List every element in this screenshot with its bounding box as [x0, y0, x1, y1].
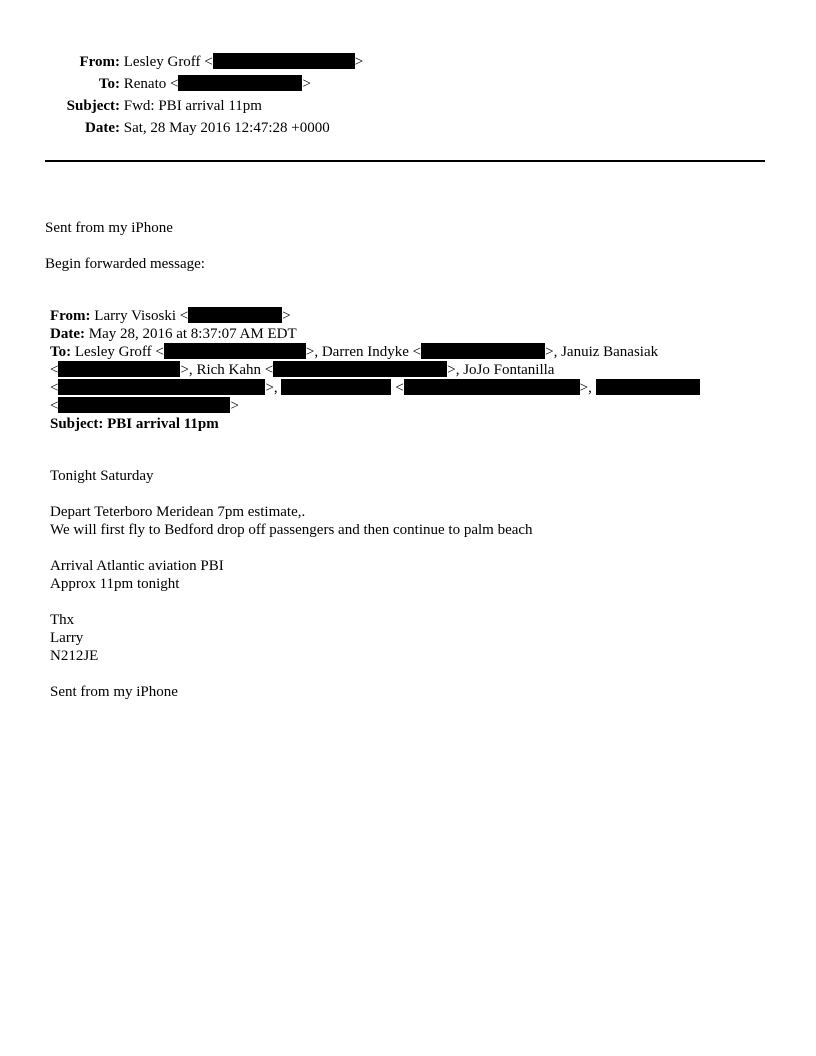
redacted-email	[421, 343, 545, 359]
fwd-subject-label: Subject:	[50, 416, 104, 432]
redacted-email	[164, 343, 306, 359]
outer-date-value: Sat, 28 May 2016 12:47:28 +0000	[123, 120, 330, 136]
redacted-email	[188, 307, 282, 323]
fwd-date-value: May 28, 2016 at 8:37:07 AM EDT	[88, 326, 297, 342]
fwd-to-name: Januiz Banasiak	[561, 344, 659, 360]
fwd-body-line: Thx	[50, 612, 75, 628]
fwd-to-row-3: < >, < >,	[50, 379, 750, 397]
redacted-email	[404, 379, 580, 395]
outer-subject-label: Subject:	[66, 98, 120, 114]
outer-from-value: Lesley Groff	[123, 54, 201, 70]
fwd-from-label: From:	[50, 308, 91, 324]
fwd-body-line: Approx 11pm tonight	[50, 576, 180, 592]
begin-forwarded-label: Begin forwarded message:	[45, 256, 205, 272]
fwd-body-line: Larry	[50, 630, 84, 646]
redacted-email	[58, 361, 180, 377]
fwd-from-row: From: Larry Visoski < >	[50, 308, 291, 324]
fwd-to-name: Rich Kahn	[196, 362, 262, 378]
fwd-date-label: Date:	[50, 326, 85, 342]
fwd-to-name: Darren Indyke	[321, 344, 409, 360]
fwd-body-line: Depart Teterboro Meridean 7pm estimate,.	[50, 504, 306, 520]
fwd-sent-from: Sent from my iPhone	[50, 684, 178, 700]
fwd-subject-value: PBI arrival 11pm	[107, 416, 219, 432]
redacted-name	[281, 379, 391, 395]
fwd-to-label: To:	[50, 344, 72, 360]
outer-subject-value: Fwd: PBI arrival 11pm	[123, 98, 262, 114]
fwd-body-line: N212JE	[50, 648, 99, 664]
header-divider	[45, 160, 765, 162]
fwd-to-name: JoJo Fontanilla	[463, 362, 555, 378]
fwd-from-value: Larry Visoski	[94, 308, 177, 324]
redacted-email	[273, 361, 447, 377]
fwd-body-line: We will first fly to Bedford drop off passengers and then continue to palm beach	[50, 522, 533, 538]
fwd-body-line: Arrival Atlantic aviation PBI	[50, 558, 224, 574]
redacted-email	[58, 397, 230, 413]
outer-to-value: Renato	[123, 76, 167, 92]
outer-date-row	[45, 117, 330, 139]
outer-from-label: From:	[79, 54, 120, 70]
outer-subject-row	[45, 95, 262, 117]
redacted-name	[596, 379, 700, 395]
outer-to-label: To:	[98, 76, 120, 92]
fwd-to-name: Lesley Groff	[74, 344, 152, 360]
fwd-date-row	[50, 325, 750, 343]
redacted-email	[178, 75, 302, 91]
fwd-subject-row	[50, 415, 750, 433]
outer-sent-from: Sent from my iPhone	[45, 220, 173, 236]
fwd-to-row-2: < >, Rich Kahn < >, JoJo Fontanilla	[50, 362, 555, 378]
fwd-to-row-4: < >	[50, 398, 239, 414]
outer-from-row: From: Lesley Groff < >	[45, 51, 363, 73]
redacted-email	[58, 379, 265, 395]
outer-date-label: Date:	[85, 120, 120, 136]
redacted-email	[213, 53, 355, 69]
outer-to-row: To: Renato < >	[45, 73, 311, 95]
fwd-to-row-1: To: Lesley Groff < >, Darren Indyke < >, Januiz Banasiak	[50, 344, 659, 360]
fwd-body-line: Tonight Saturday	[50, 468, 154, 484]
